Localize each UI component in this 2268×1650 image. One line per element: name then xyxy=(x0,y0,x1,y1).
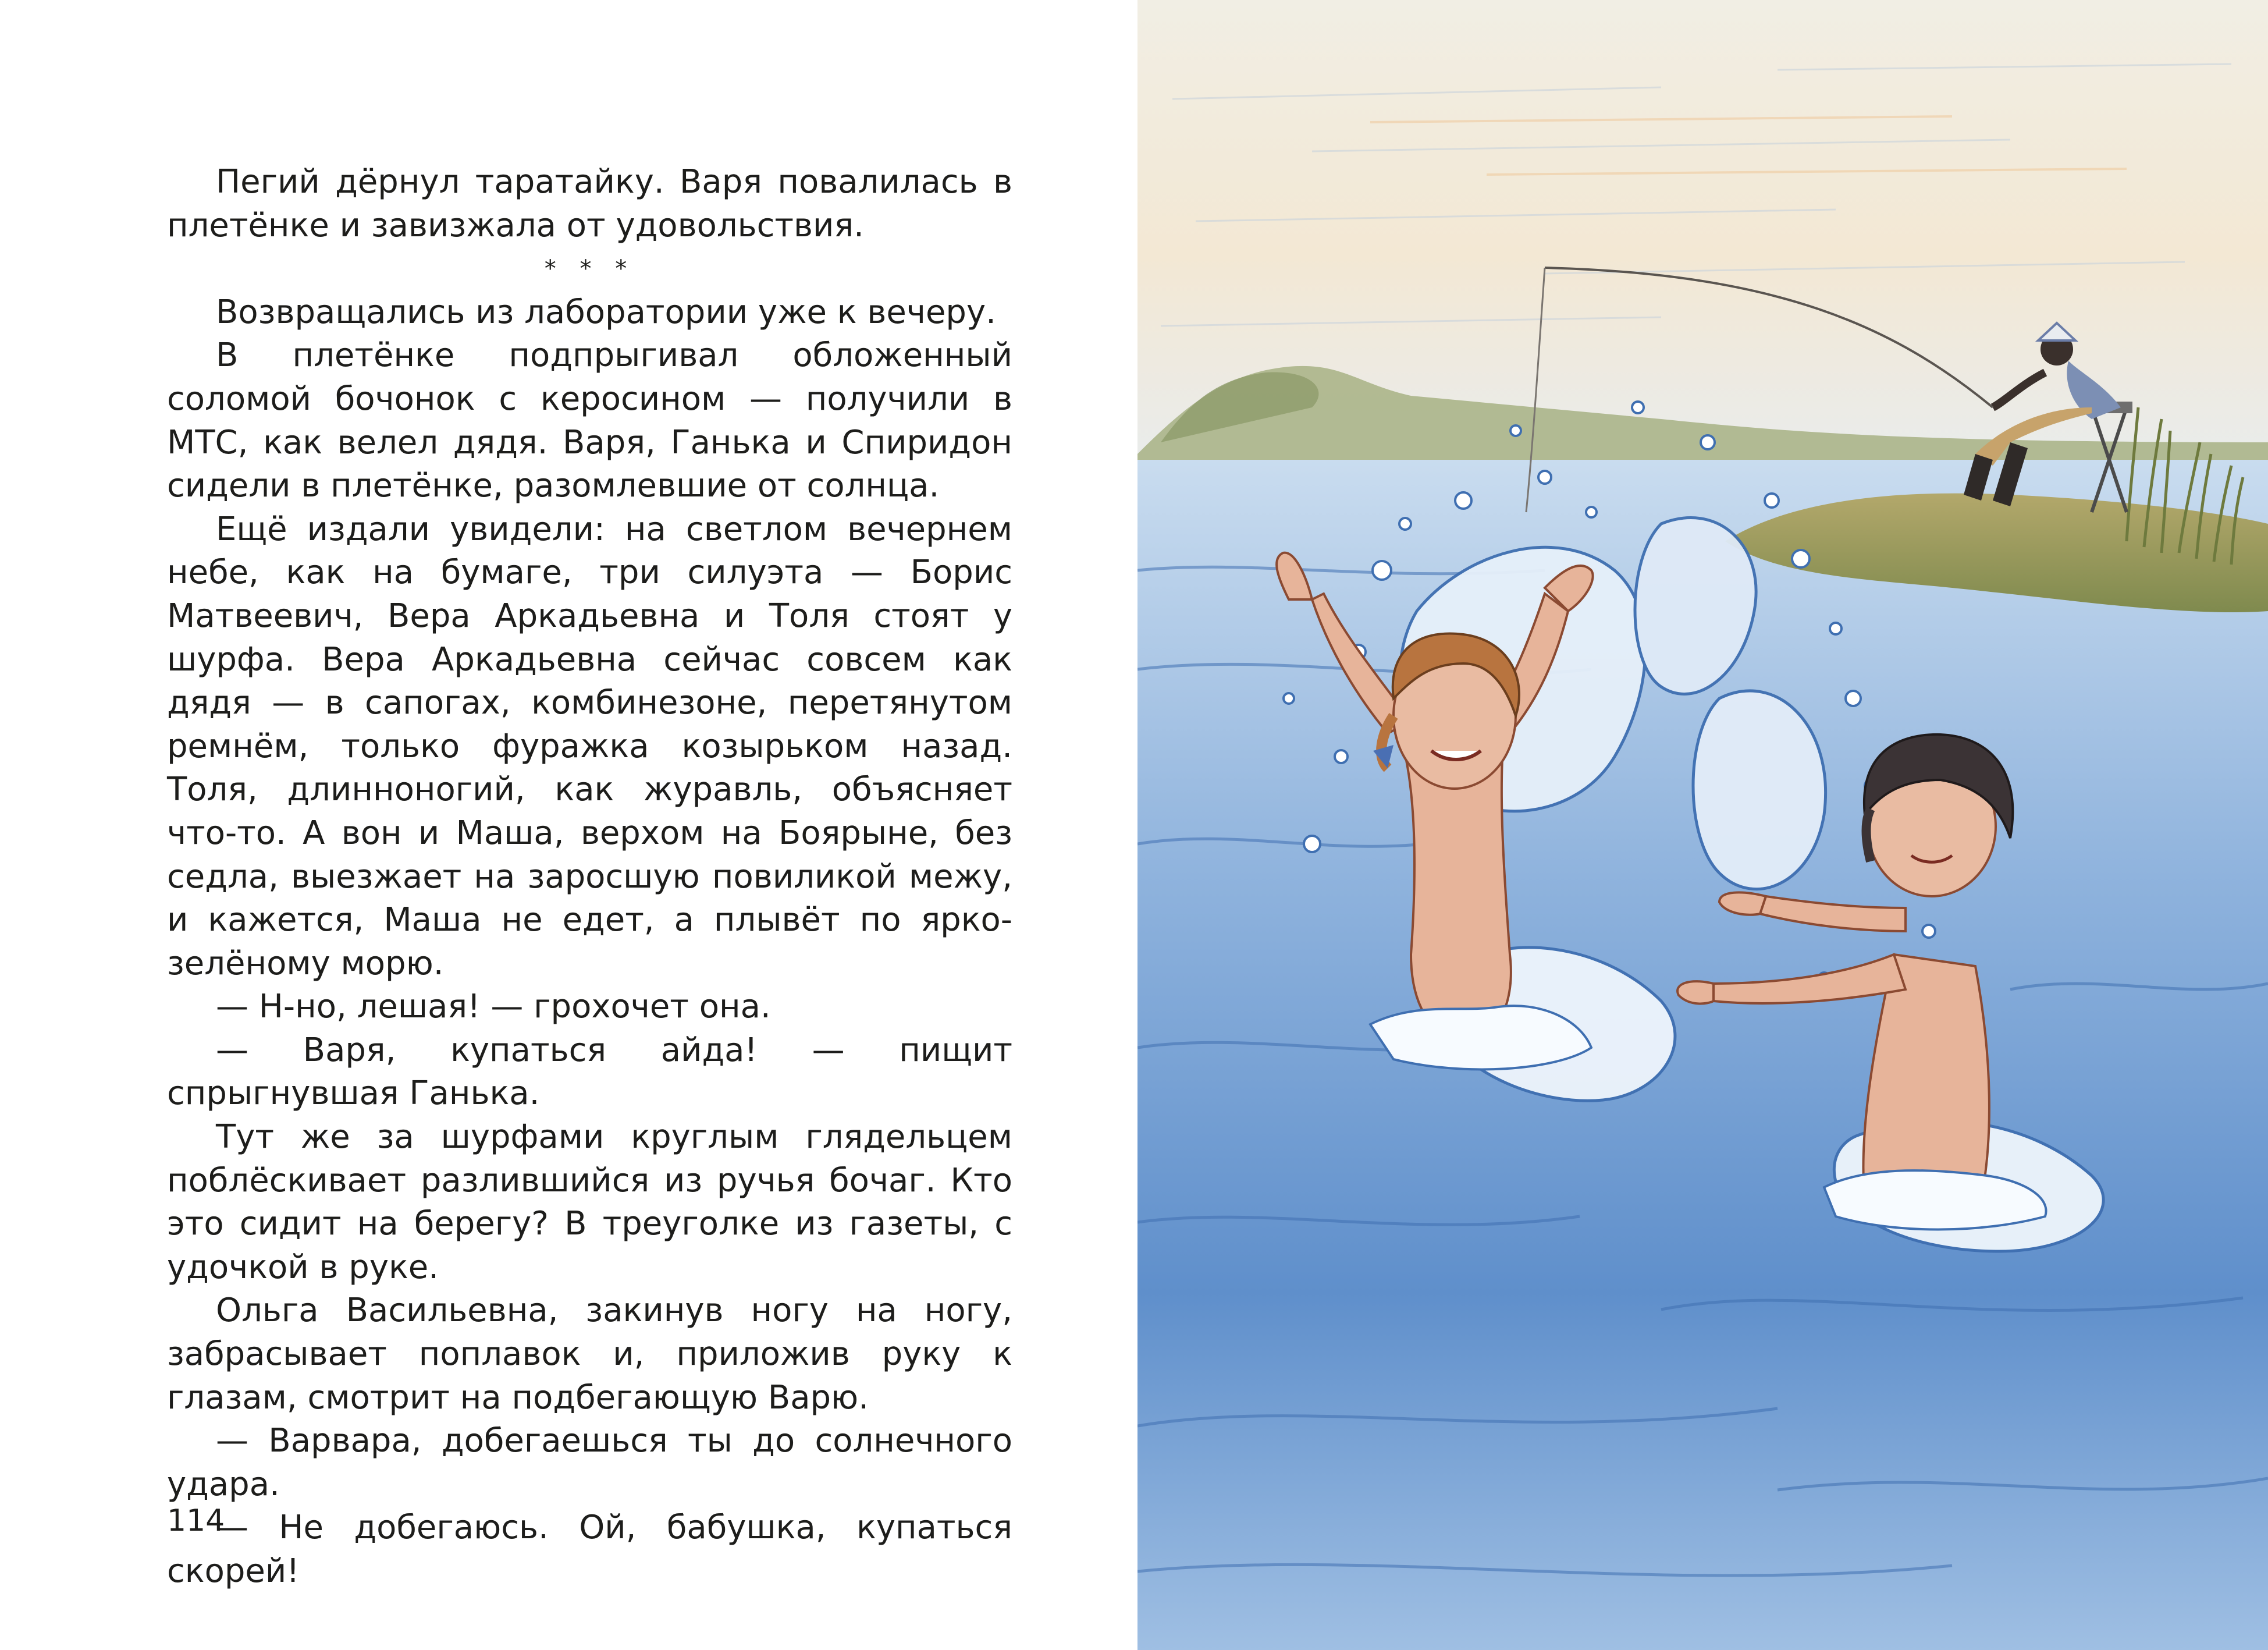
paragraph-9: — Варвара, добегаешься ты до солнечного удара. xyxy=(167,1422,1012,1503)
section-separator: * * * xyxy=(544,256,635,283)
paragraph-2: Возвращались из лаборатории уже к вечеру. xyxy=(216,293,996,331)
paragraph-1: Пегий дёрнул таратайку. Варя повалилась в плетёнке и завизжала от удовольствия. xyxy=(167,163,1012,244)
illustration-drawing xyxy=(1137,0,2268,1650)
paragraph-5: — Н-но, лешая! — грохочет она. xyxy=(216,988,771,1026)
paragraph-6: — Варя, купаться айда! — пищит спрыгнувшая Ганька. xyxy=(167,1031,1012,1113)
paragraph-8: Ольга Васильевна, закинув ногу на ногу, забрасывает поплавок и, приложив руку к глазам, смотрит на подбегающую Варю. xyxy=(167,1291,1012,1417)
paragraph-10: — Не добегаюсь. Ой, бабушка, купаться скорей! xyxy=(167,1509,1012,1590)
paragraph-3: В плетёнке подпрыгивал обложенный соломой бочонок с керосином — получили в МТС, как велел дядя. Варя, Ганька и Спиридон сидели в плетёнке, разомлевшие от солнца. xyxy=(167,336,1012,505)
text-block xyxy=(167,161,1012,1594)
page-number: 114 xyxy=(167,1503,225,1538)
paragraph-7: Тут же за шурфами круглым глядельцем поблёскивает разлившийся из ручья бочаг. Кто это сидит на берегу? В треуголке из газеты, с удочкой в руке. xyxy=(167,1118,1012,1286)
illustration-children-splashing xyxy=(1137,0,2268,1650)
paragraph-4: Ещё издали увидели: на светлом вечернем небе, как на бумаге, три силуэта — Борис Матвеевич, Вера Аркадьевна и Толя стоят у шурфа. Вера Аркадьевна сейчас совсем как дядя — в сапогах, комбинезоне, перетянутом ремнём, только фуражка козырьком назад. Толя, длинноногий, как журавль, объясняет что-то. А вон и Маша, верхом на Боярыне, без седла, выезжает на заросшую повиликой межу, и кажется, Маша не едет, а плывёт по ярко-зелёному морю. xyxy=(167,510,1012,982)
